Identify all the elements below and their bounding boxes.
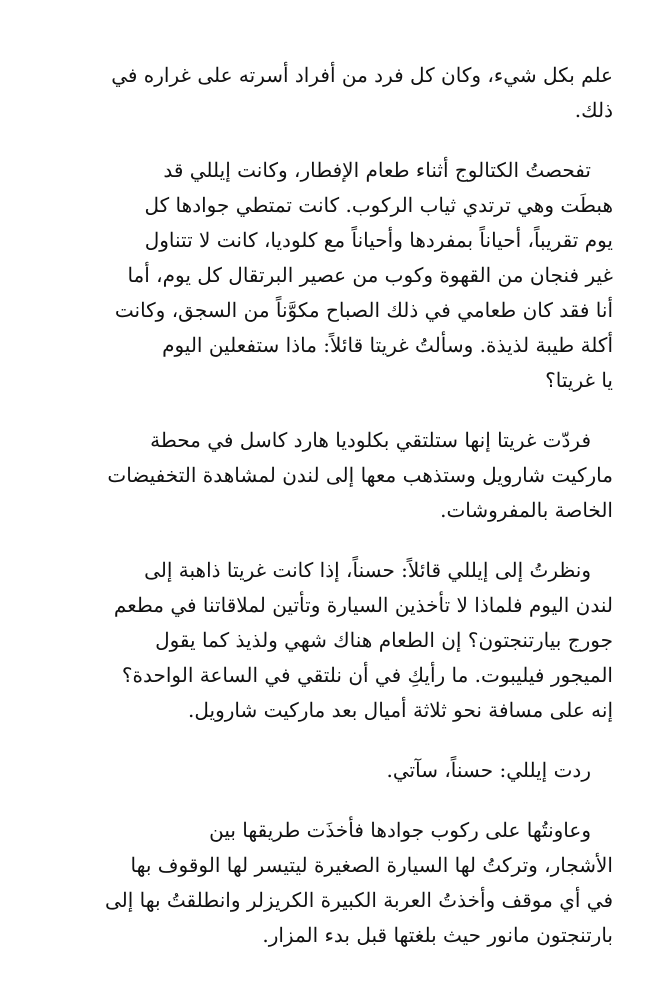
- paragraph-2: تفحصتُ الكتالوج أثناء طعام الإفطار، وكانت إيللي قد هبطَت وهي ترتدي ثياب الركوب. كانت تمتطي جوادها كل يوم تقريباً، أحياناً بمفردها وأحياناً مع كلوديا، كانت لا تتناول غير فنجان من القهوة وكوب من عصير البرتقال كل يوم، أما أنا فقد كان طعامي في ذلك الصباح مكوَّناً من السجق، وكانت أكلة طيبة لذيذة. وسألتُ غريتا قائلاً: ماذا ستفعلين اليوم يا غريتا؟: [114, 158, 613, 392]
- book-page: [65, 58, 613, 978]
- paragraph-4: ونظرتُ إلى إيللي قائلاً: حسناً، إذا كانت غريتا ذاهبة إلى لندن اليوم فلماذا لا تأخذين السيارة وتأتين لملاقاتنا في مطعم جورج بيارتنجتون؟ إن الطعام هناك شهي ولذيذ كما يقول الميجور فيليبوت. ما رأيكِ في أن نلتقي في الساعة الواحدة؟ إنه على مسافة نحو ثلاثة أميال بعد ماركيت شارويل.: [113, 558, 613, 722]
- paragraph-1: علم بكل شيء، وكان كل فرد من أفراد أسرته على غراره في ذلك.: [111, 63, 613, 122]
- paragraph-3: فردّت غريتا إنها ستلتقي بكلوديا هارد كاسل في محطة ماركيت شارويل وستذهب معها إلى لندن لمشاهدة التخفيضات الخاصة بالمفروشات.: [107, 428, 613, 522]
- paragraph-6: وعاونتُها على ركوب جوادها فأخذَت طريقها بين الأشجار، وتركتُ لها السيارة الصغيرة ليتيسر لها الوقوف بها في أي موقف وأخذتُ العربة الكبيرة الكريزلر وانطلقتُ بها إلى بارتنجتون مانور حيث بلغتها قبل بدء المزار.: [105, 818, 613, 947]
- paragraph-5: ردت إيللي: حسناً، سآتي.: [386, 758, 591, 782]
